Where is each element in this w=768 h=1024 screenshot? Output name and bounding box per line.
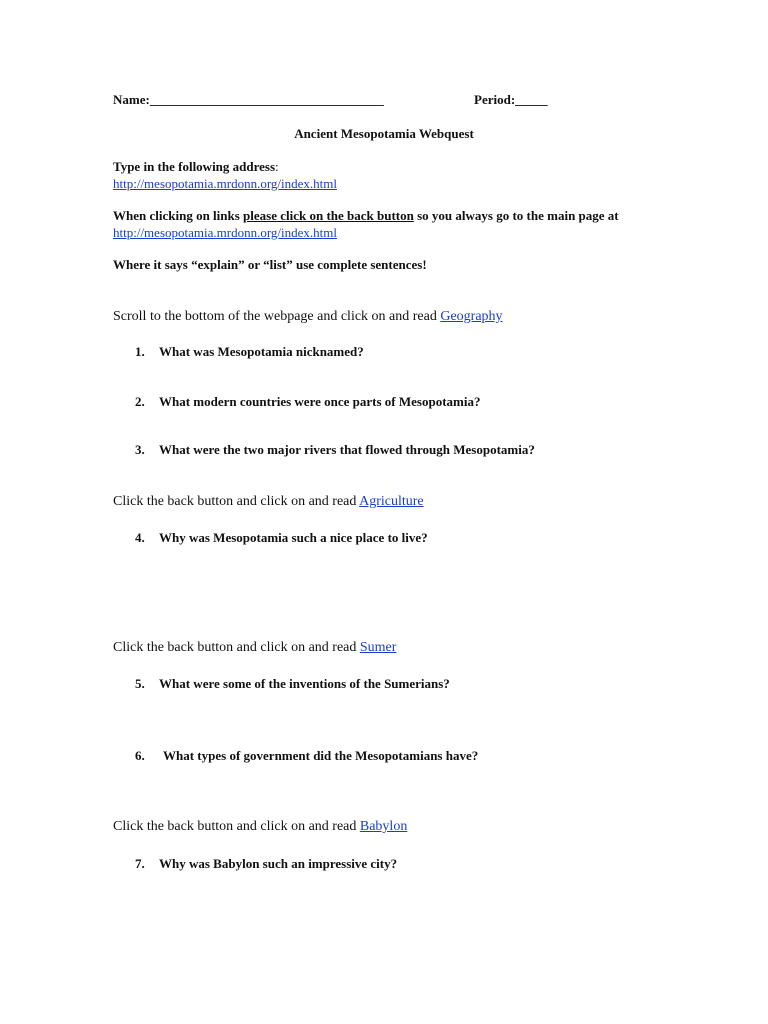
question-text: Why was Babylon such an impressive city?: [159, 856, 398, 871]
question-text: What modern countries were once parts of Mesopotamia?: [159, 394, 481, 409]
name-label: Name:: [113, 92, 150, 107]
question-1: [135, 344, 364, 360]
question-number: 2.: [135, 394, 145, 409]
question-number: 5.: [135, 676, 145, 691]
name-blank: ____________________________________: [149, 92, 384, 107]
question-number: 7.: [135, 856, 145, 871]
period-label: Period:: [474, 92, 516, 107]
section-sumer-prompt: [113, 640, 396, 656]
section-babylon-prompt: [113, 819, 407, 835]
question-text: What types of government did the Mesopotamians have?: [163, 748, 479, 763]
section-agriculture-prompt: [113, 494, 424, 510]
type-address-label: Type in the following address: [113, 159, 276, 174]
babylon-link[interactable]: Babylon: [359, 819, 408, 834]
address-link-1[interactable]: http://mesopotamia.mrdonn.org/index.html: [113, 176, 337, 191]
name-field: [113, 92, 384, 108]
question-text: Why was Mesopotamia such a nice place to live?: [159, 530, 428, 545]
question-4: [135, 530, 428, 546]
section-prompt-text: Scroll to the bottom of the webpage and click on and read: [113, 309, 441, 324]
question-number: 1.: [135, 344, 145, 359]
question-7: [135, 856, 397, 872]
period-field: [474, 92, 548, 108]
clicking-underlined: please click on the back button: [243, 208, 414, 223]
back-button-instruction: [113, 208, 619, 224]
type-address-colon: :: [275, 159, 279, 174]
address-link-2[interactable]: http://mesopotamia.mrdonn.org/index.html: [113, 225, 337, 240]
question-number: 6.: [135, 748, 145, 763]
section-prompt-text: Click the back button and click on and read: [113, 819, 360, 834]
period-blank: _____: [515, 92, 548, 107]
question-number: 4.: [135, 530, 145, 545]
question-6: [135, 748, 478, 764]
clicking-prefix: When clicking on links: [113, 208, 244, 223]
section-prompt-text: Click the back button and click on and read: [113, 494, 360, 509]
question-text: What were the two major rivers that flowed through Mesopotamia?: [159, 442, 535, 457]
question-text: What were some of the inventions of the Sumerians?: [159, 676, 450, 691]
question-2: [135, 394, 480, 410]
geography-link[interactable]: Geography: [440, 309, 503, 324]
agriculture-link[interactable]: Agriculture: [359, 494, 424, 509]
section-geography-prompt: [113, 309, 503, 325]
section-prompt-text: Click the back button and click on and read: [113, 640, 360, 655]
question-5: [135, 676, 450, 692]
sumer-link[interactable]: Sumer: [359, 640, 397, 655]
question-text: What was Mesopotamia nicknamed?: [159, 344, 364, 359]
type-address-instruction: [113, 159, 279, 175]
complete-sentences-note: Where it says “explain” or “list” use complete sentences!: [113, 257, 427, 272]
question-3: [135, 442, 535, 458]
page-title: Ancient Mesopotamia Webquest: [294, 126, 474, 141]
question-number: 3.: [135, 442, 145, 457]
clicking-suffix: so you always go to the main page at: [413, 208, 619, 223]
